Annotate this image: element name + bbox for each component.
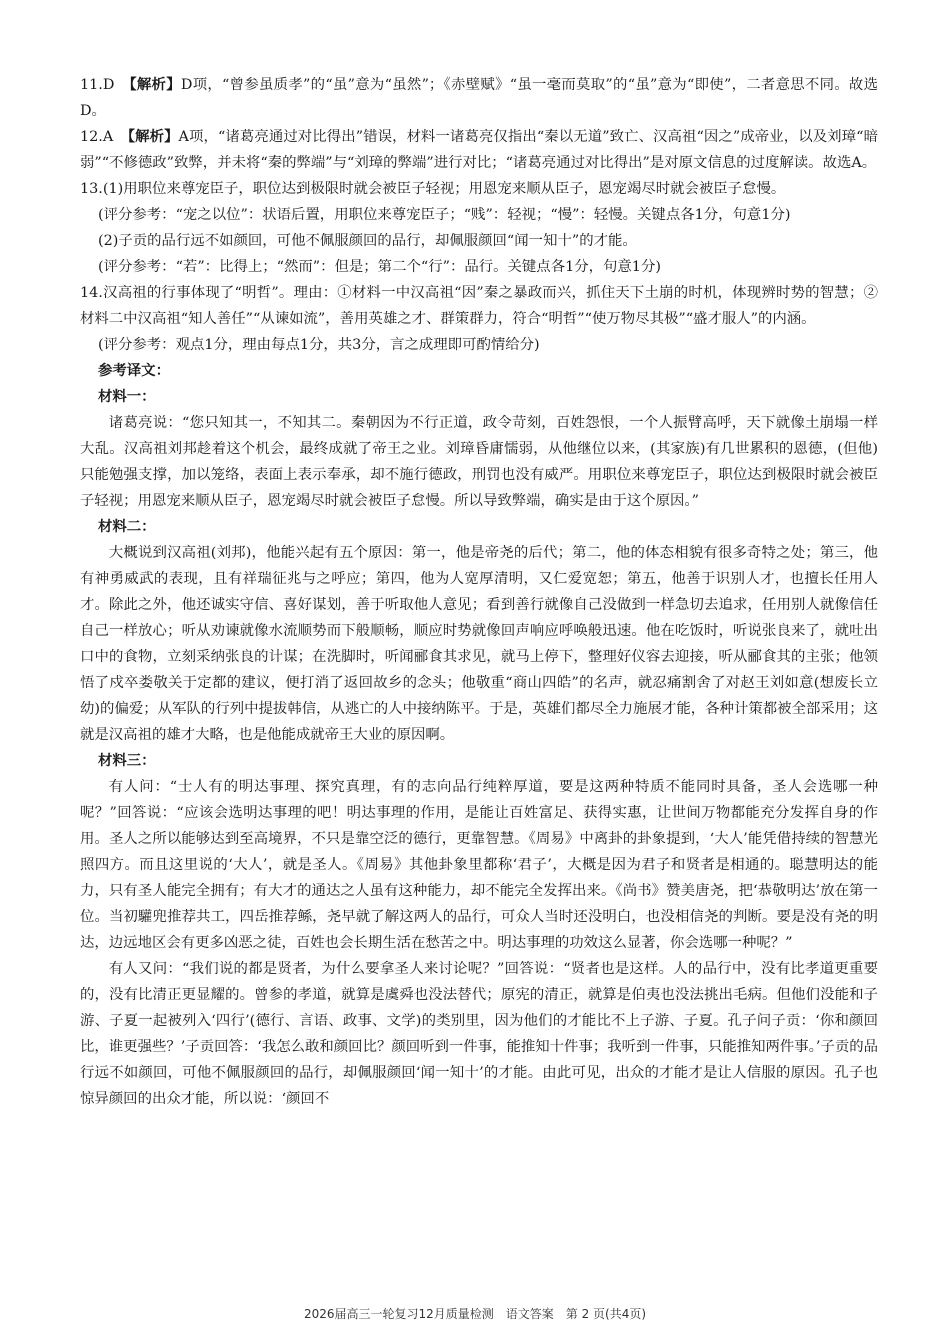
answer-11 [80, 72, 878, 124]
answer-text: A项，“诸葛亮通过对比得出”错误，材料一诸葛亮仅指出“秦以无道”致亡、汉高祖“因之”成帝业，以及刘璋“暗弱”“不修德政”致弊，并未将“秦的弊端”与“刘璋的弊端”进行对比；“诸葛亮通过对比得出”是对原文信息的过度解读。故选A。 [80, 129, 878, 171]
answer-13-part2: (2)子贡的品行远不如颜回，可他不佩服颜回的品行，却佩服颜回“闻一知十”的才能。 [98, 233, 637, 249]
analysis-tag: 【解析】 [129, 76, 181, 93]
answer-13-note1: (评分参考：“宠之以位”：状语后置，用职位来尊宠臣子；“贱”：轻视；“慢”：轻慢。关键点各1分，句意1分) [98, 207, 791, 223]
material-2-heading: 材料二： [98, 518, 156, 535]
answer-13-part1: 13.(1)用职位来尊宠臣子，职位达到极限时就会被臣子轻视；用恩宠来顺从臣子，恩宠竭尽时就会被臣子怠慢。 [80, 181, 786, 197]
material-2-paragraph: 大概说到汉高祖(刘邦)，他能兴起有五个原因：第一，他是帝尧的后代；第二，他的体态相貌有很多奇特之处；第三，他有神勇威武的表现，且有祥瑞征兆与之呼应；第四，他为人宽厚清明，又仁爱宽恕；第五，他善于识别人才，也擅长任用人才。除此之外，他还诚实守信、喜好谋划，善于听取他人意见；看到善行就像自己没做到一样急切去追求，任用别人就像信任自己一样放心；听从劝谏就像水流顺势而下般顺畅，顺应时势就像回声响应呼唤般迅速。他在吃饭时，听说张良来了，就吐出口中的食物，立刻采纳张良的计谋；在洗脚时，听闻郦食其求见，就马上停下，整理好仪容去迎接，听从郦食其的主张；他领悟了戍卒娄敬关于定都的建议，便打消了返回故乡的念头；他敬重“商山四皓”的名声，就忍痛割舍了对赵王刘如意(想废长立幼)的偏爱；从军队的行列中提拔韩信，从逃亡的人中接纳陈平。于是，英雄们都尽全力施展才能，各种计策都被全部采用；这就是汉高祖的雄才大略，也是他能成就帝王大业的原因啊。 [80, 545, 878, 743]
answer-number: 12.A [80, 129, 114, 145]
material-3-paragraph-2: 有人又问：“我们说的都是贤者，为什么要拿圣人来讨论呢？”回答说：“贤者也是这样。人的品行中，没有比孝道更重要的，没有比清正更显耀的。曾参的孝道，就算是虞舜也没法替代；原宪的清正，就算是伯夷也没法挑出毛病。但他们没能和子游、子夏一起被列入‘四行’(德行、言语、政事、文学)的类别里，因为他们的才能比不上子游、子夏。孔子问子贡：‘你和颜回比，谁更强些？’子贡回答：‘我怎么敢和颜回比？颜回听到一件事，能推知十件事；我听到一件事，只能推知两件事。’子贡的品行远不如颜回，可他不佩服颜回的品行，却佩服颜回‘闻一知十’的才能。由此可见，出众的才能才是让人信服的原因。孔子也惊异颜回的出众才能，所以说：‘颜回不 [80, 961, 879, 1107]
answer-page [80, 72, 878, 1112]
material-1-paragraph: 诸葛亮说：“您只知其一，不知其二。秦朝因为不行正道，政令苛刻，百姓怨恨，一个人振臂高呼，天下就像土崩塌一样大乱。汉高祖刘邦趁着这个机会，最终成就了帝王之业。刘璋昏庸懦弱，从他继位以来，(其家族)有几世累积的恩德，(但他)只能勉强支撑，加以笼络，表面上表示奉承，却不施行德政，刑罚也没有威严。用职位来尊宠臣子，职位达到极限时就会被臣子轻视；用恩宠来顺从臣子，恩宠竭尽时就会被臣子怠慢。所以导致弊端，确实是由于这个原因。” [80, 415, 878, 509]
answer-14-note: (评分参考：观点1分，理由每点1分，共3分，言之成理即可酌情给分) [98, 337, 540, 353]
translation-heading: 参考译文： [98, 362, 170, 379]
answer-text: D项，“曾参虽质孝”的“虽”意为“虽然”；《赤壁赋》“虽一毫而莫取”的“虽”意为“即使”，二者意思不同。故选D。 [80, 77, 878, 119]
material-3-paragraph-1: 有人问：“士人有的明达事理、探究真理，有的志向品行纯粹厚道，要是这两种特质不能同时具备，圣人会选哪一种呢？”回答说：“应该会选明达事理的吧！明达事理的作用，是能让百姓富足、获得实惠，让世间万物都能充分发挥自身的作用。圣人之所以能够达到至高境界，不只是靠空泛的德行，更靠智慧。《周易》中离卦的卦象提到，‘大人’能凭借持续的智慧光照四方。而且这里说的‘大人’，就是圣人。《周易》其他卦象里都称‘君子’，大概是因为君子和贤者是相通的。聪慧明达的能力，只有圣人能完全拥有；有大才的通达之人虽有这种能力，却不能完全发挥出来。《尚书》赞美唐尧，把‘恭敬明达’放在第一位。当初驩兜推荐共工，四岳推荐鲧，尧早就了解这两人的品行，可众人当时还没明白，也没相信尧的判断。要是没有尧的明达，边远地区会有更多凶恶之徒，百姓也会长期生活在愁苦之中。明达事理的功效这么显著，你会选哪一种呢？” [80, 779, 878, 951]
analysis-tag: 【解析】 [127, 128, 179, 145]
answer-12 [80, 124, 878, 176]
answer-14: 14.汉高祖的行事体现了“明哲”。理由：①材料一中汉高祖“因”秦之暴政而兴，抓住天下土崩的时机，体现辨时势的智慧；②材料二中汉高祖“知人善任”“从谏如流”，善用英雄之才、群策群力，符合“明哲”“使万物尽其极”“盛才服人”的内涵。 [80, 285, 878, 327]
page-footer: 2026届高三一轮复习12月质量检测 语文答案 第 2 页(共4页) [303, 1307, 647, 1321]
material-1-heading: 材料一： [98, 388, 156, 405]
material-3-heading: 材料三： [98, 752, 156, 769]
answer-number: 11.D [80, 77, 115, 93]
answer-13-note2: (评分参考：“若”：比得上；“然而”：但是；第二个“行”：品行。关键点各1分，句意1分) [98, 259, 661, 275]
